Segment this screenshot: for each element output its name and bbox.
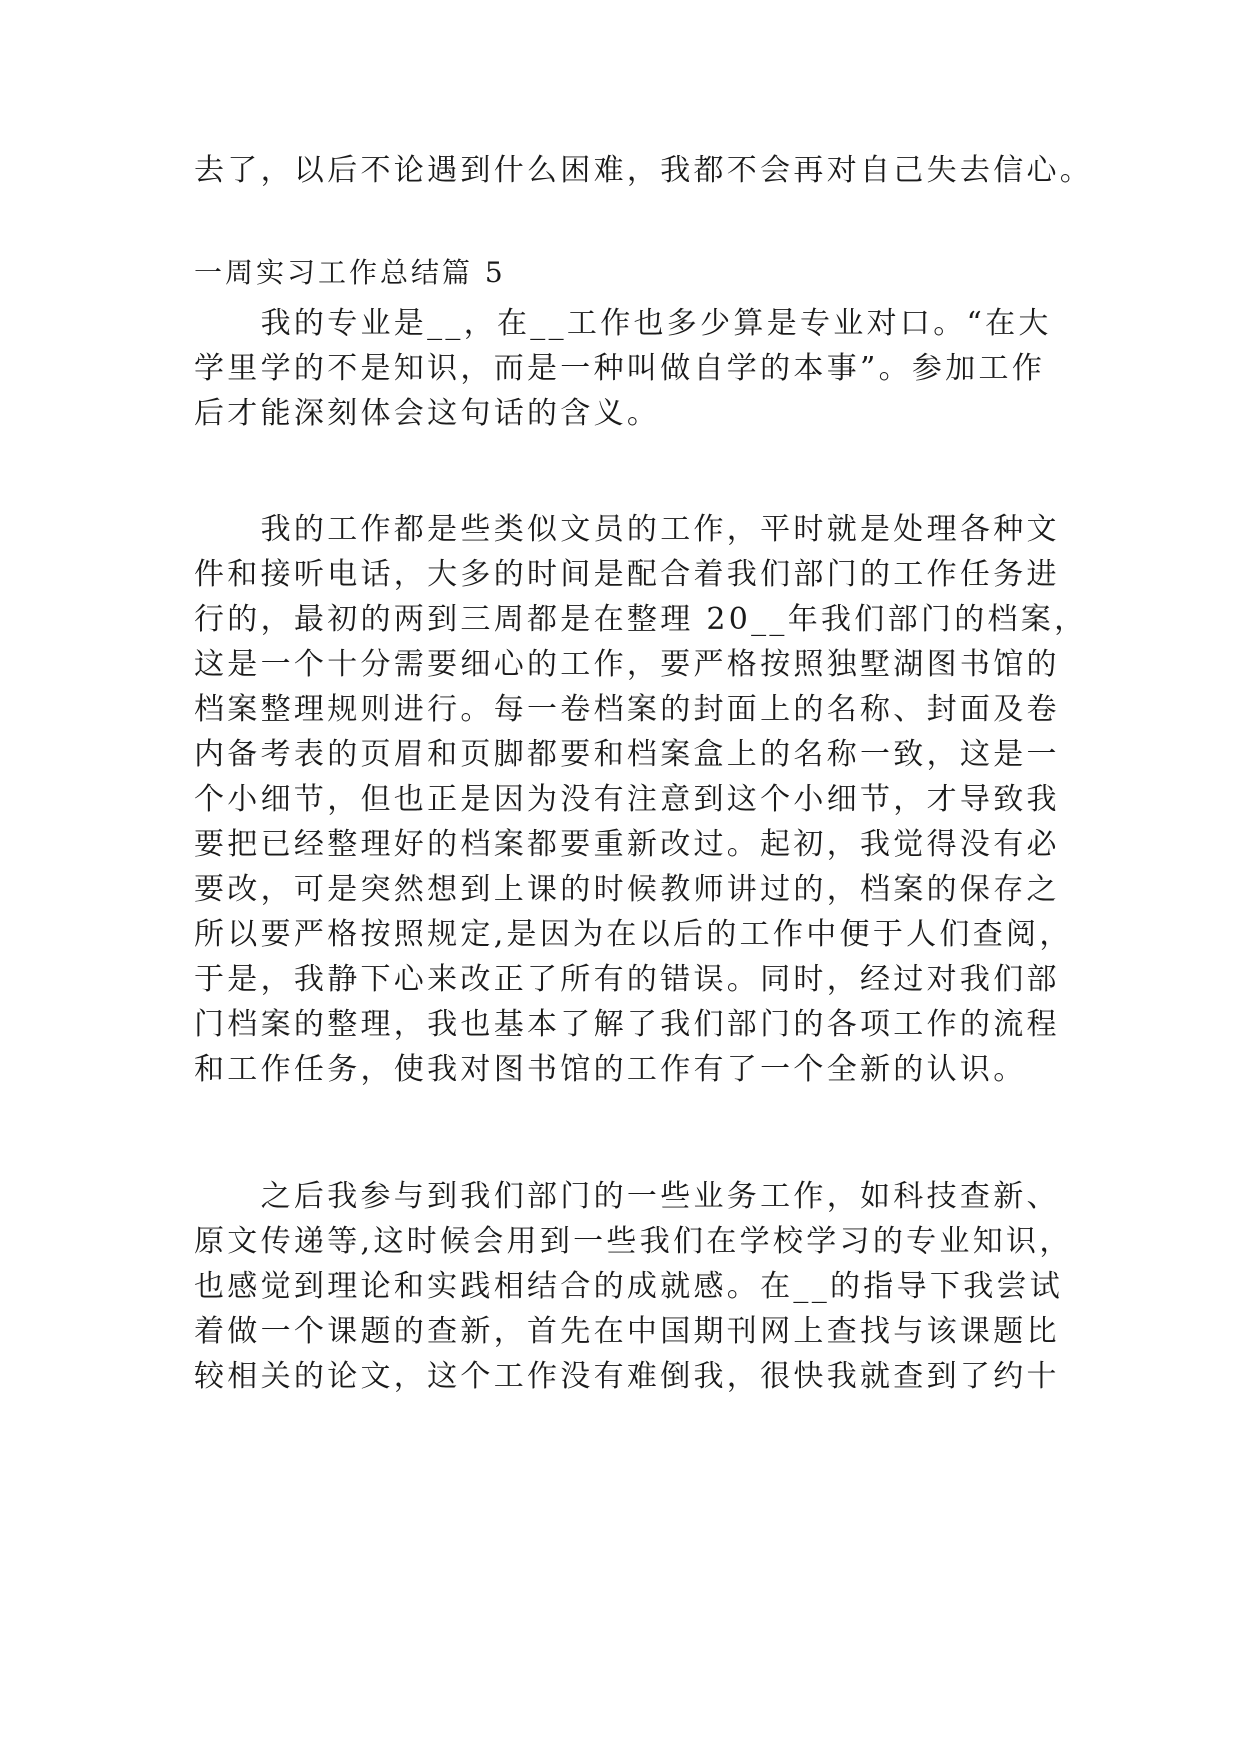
paragraph-1 xyxy=(194,301,1052,436)
text-line: 和工作任务，使我对图书馆的工作有了一个全新的认识。 xyxy=(194,1052,1027,1087)
text-line: 个小细节，但也正是因为没有注意到这个小细节，才导致我 xyxy=(194,782,1060,817)
text-line: 后才能深刻体会这句话的含义。 xyxy=(194,396,661,431)
text-line: 件和接听电话，大多的时间是配合着我们部门的工作任务进 xyxy=(194,557,1060,592)
text-line: 原文传递等,这时候会用到一些我们在学校学习的专业知识， xyxy=(194,1224,1073,1259)
text-line: 要把已经整理好的档案都要重新改过。起初，我觉得没有必 xyxy=(194,827,1060,862)
text-line: 较相关的论文，这个工作没有难倒我，很快我就查到了约十 xyxy=(194,1359,1060,1394)
text-line: 着做一个课题的查新，首先在中国期刊网上查找与该课题比 xyxy=(194,1314,1060,1349)
text-line: 门档案的整理，我也基本了解了我们部门的各项工作的流程 xyxy=(194,1007,1060,1042)
text-line: 要改，可是突然想到上课的时候教师讲过的，档案的保存之 xyxy=(194,872,1060,907)
text-line: 行的，最初的两到三周都是在整理 20__年我们部门的档案， xyxy=(194,602,1088,637)
section-title: 一周实习工作总结篇 5 xyxy=(194,256,506,289)
text-line: 去了，以后不论遇到什么困难，我都不会再对自己失去信心。 xyxy=(194,153,1094,188)
text-line: 也感觉到理论和实践相结合的成就感。在__的指导下我尝试 xyxy=(194,1269,1064,1304)
text-line: 所以要严格按照规定,是因为在以后的工作中便于人们查阅， xyxy=(194,917,1073,952)
text-line: 内备考表的页眉和页脚都要和档案盒上的名称一致，这是一 xyxy=(194,737,1060,772)
text-line: 我的工作都是些类似文员的工作，平时就是处理各种文 xyxy=(194,512,1060,547)
text-line: 档案整理规则进行。每一卷档案的封面上的名称、封面及卷 xyxy=(194,692,1060,727)
text-line: 学里学的不是知识，而是一种叫做自学的本事”。参加工作 xyxy=(194,351,1046,386)
paragraph-3 xyxy=(194,1174,1073,1399)
paragraph-2 xyxy=(194,507,1088,1092)
text-line: 这是一个十分需要细心的工作，要严格按照独墅湖图书馆的 xyxy=(194,647,1060,682)
previous-paragraph-tail xyxy=(194,148,1094,193)
text-line: 之后我参与到我们部门的一些业务工作，如科技查新、 xyxy=(194,1179,1060,1214)
text-line: 我的专业是__，在__工作也多少算是专业对口。“在大 xyxy=(194,306,1052,341)
text-line: 于是，我静下心来改正了所有的错误。同时，经过对我们部 xyxy=(194,962,1060,997)
